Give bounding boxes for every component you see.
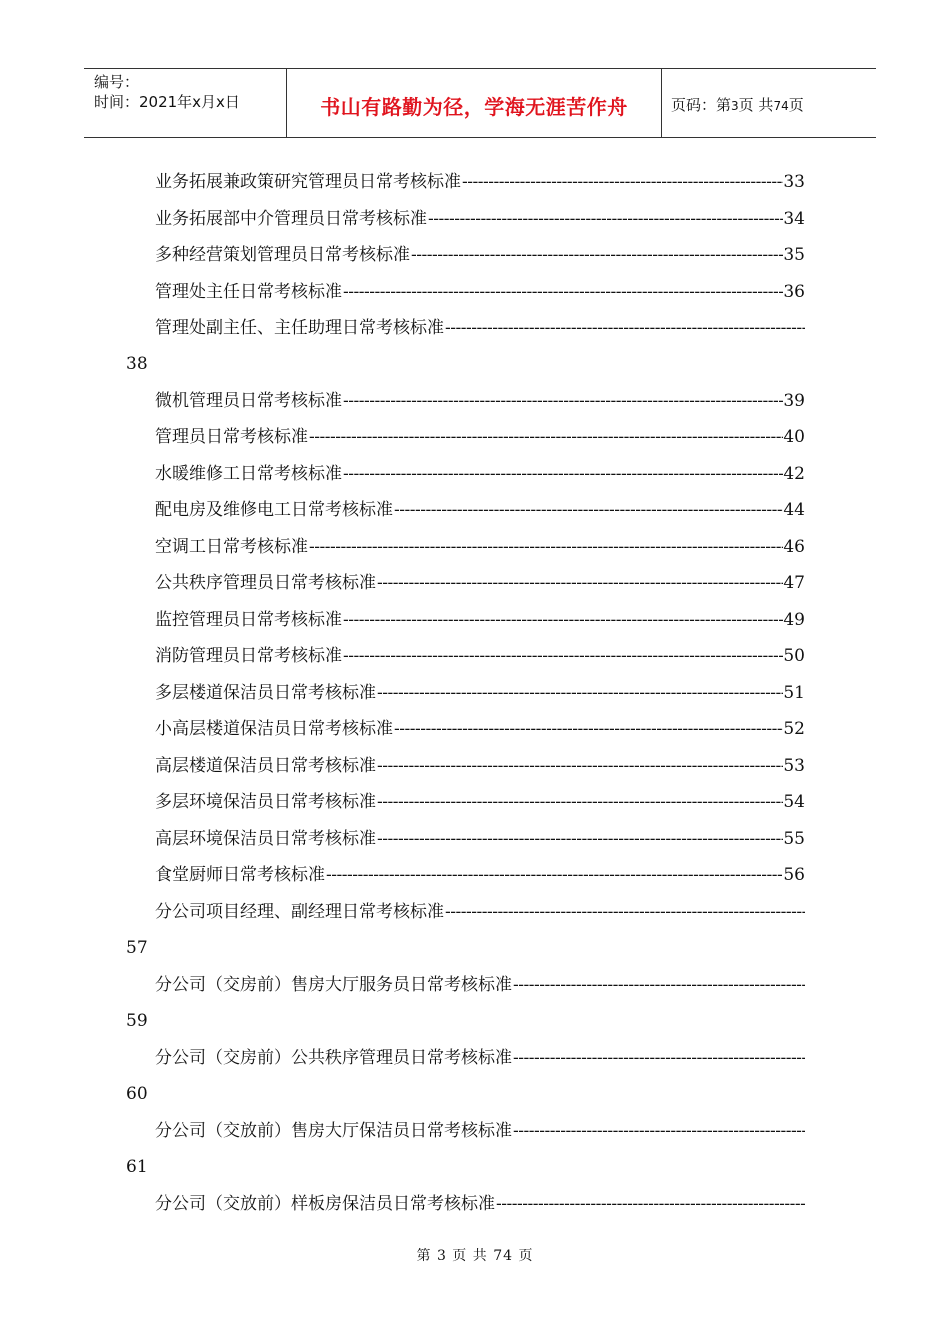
toc-leader-dots — [445, 316, 805, 340]
toc-entry-page: 47 — [783, 573, 805, 593]
toc-entry-page: 60 — [126, 1084, 148, 1104]
toc-entry-page: 51 — [783, 683, 805, 703]
page-total: 74 — [773, 99, 789, 113]
toc-entry-title: 配电房及维修电工日常考核标准 — [155, 500, 393, 520]
toc-entry[interactable] — [155, 462, 805, 486]
toc-entry-page: 44 — [783, 500, 805, 520]
toc-entry-page: 36 — [783, 282, 805, 302]
page-prefix: 页码：第 — [671, 96, 732, 114]
toc-entry-page: 38 — [126, 354, 148, 374]
toc-entry[interactable] — [155, 754, 805, 778]
toc-entry-page: 56 — [783, 865, 805, 885]
toc-leader-dots — [343, 389, 783, 413]
toc-leader-dots — [513, 1046, 805, 1070]
toc-entry[interactable] — [155, 717, 805, 741]
toc-leader-dots — [343, 608, 783, 632]
toc-entry-title: 食堂厨师日常考核标准 — [155, 865, 325, 885]
toc-entry-title: 监控管理员日常考核标准 — [155, 610, 342, 630]
toc-leader-dots — [343, 280, 783, 304]
toc-entry-title: 多种经营策划管理员日常考核标准 — [155, 245, 410, 265]
toc-leader-dots — [377, 681, 783, 705]
toc-leader-dots — [411, 243, 783, 267]
toc-entry-page: 40 — [783, 427, 805, 447]
toc-entry-page: 59 — [126, 1011, 148, 1031]
toc-entry-title: 业务拓展部中介管理员日常考核标准 — [155, 209, 427, 229]
toc-entry-title: 管理处副主任、主任助理日常考核标准 — [155, 318, 444, 338]
toc-leader-dots — [377, 571, 783, 595]
toc-entry-page: 33 — [783, 172, 805, 192]
toc-leader-dots — [343, 462, 783, 486]
toc-entry-title: 分公司（交放前）售房大厅保洁员日常考核标准 — [155, 1121, 512, 1141]
toc-leader-dots — [377, 827, 783, 851]
toc-entry-title: 微机管理员日常考核标准 — [155, 391, 342, 411]
page-suffix: 页 — [788, 96, 804, 114]
toc-entry-title: 分公司（交放前）样板房保洁员日常考核标准 — [155, 1194, 495, 1214]
toc-leader-dots — [428, 207, 783, 231]
toc-entry[interactable] — [155, 827, 805, 851]
time-label: 时间：2021年x月x日 — [94, 93, 240, 111]
toc-leader-dots — [445, 900, 805, 924]
toc-entry[interactable] — [155, 316, 805, 340]
toc-leader-dots — [377, 754, 783, 778]
toc-entry-title: 管理员日常考核标准 — [155, 427, 308, 447]
toc-entry[interactable] — [155, 1046, 805, 1070]
toc-entry[interactable] — [155, 571, 805, 595]
number-label: 编号： — [94, 73, 140, 91]
toc-leader-dots — [343, 644, 783, 668]
toc-leader-dots — [309, 425, 783, 449]
toc-entry-title: 多层环境保洁员日常考核标准 — [155, 792, 376, 812]
toc-entry[interactable] — [155, 498, 805, 522]
toc-entry-title: 业务拓展兼政策研究管理员日常考核标准 — [155, 172, 461, 192]
toc-entry[interactable] — [155, 425, 805, 449]
toc-entry-title: 公共秩序管理员日常考核标准 — [155, 573, 376, 593]
page-mid: 页 共 — [738, 96, 774, 114]
header-motto-cell — [286, 69, 662, 137]
toc-entry-title: 消防管理员日常考核标准 — [155, 646, 342, 666]
toc-entry[interactable] — [155, 644, 805, 668]
toc-entry-title: 分公司（交房前）售房大厅服务员日常考核标准 — [155, 975, 512, 995]
toc-entry[interactable] — [155, 535, 805, 559]
page-current: 3 — [731, 99, 739, 113]
toc-entry-page: 54 — [783, 792, 805, 812]
toc-entry-page: 57 — [126, 938, 148, 958]
toc-entry-page: 49 — [783, 610, 805, 630]
toc-entry[interactable] — [155, 681, 805, 705]
toc-entry[interactable] — [155, 243, 805, 267]
toc-leader-dots — [394, 717, 783, 741]
toc-entry[interactable] — [155, 207, 805, 231]
toc-entry[interactable] — [155, 900, 805, 924]
motto: 书山有路勤为径，学海无涯苦作舟 — [320, 95, 628, 119]
page-footer: 第 3 页 共 74 页 — [416, 1248, 534, 1264]
toc-entry-page: 46 — [783, 537, 805, 557]
header-page-cell — [661, 69, 876, 137]
toc-entry-page: 34 — [783, 209, 805, 229]
toc-entry-page: 50 — [783, 646, 805, 666]
toc-entry-page: 35 — [783, 245, 805, 265]
toc-leader-dots — [326, 863, 783, 887]
toc-entry-title: 小高层楼道保洁员日常考核标准 — [155, 719, 393, 739]
toc-leader-dots — [513, 1119, 805, 1143]
header-page-number — [671, 94, 804, 115]
toc-entry[interactable] — [155, 280, 805, 304]
toc-entry-title: 高层环境保洁员日常考核标准 — [155, 829, 376, 849]
toc-leader-dots — [394, 498, 783, 522]
toc-leader-dots — [309, 535, 783, 559]
toc-entry[interactable] — [155, 389, 805, 413]
toc-entry-title: 水暖维修工日常考核标准 — [155, 464, 342, 484]
toc-entry-title: 高层楼道保洁员日常考核标准 — [155, 756, 376, 776]
toc-entry-page: 55 — [783, 829, 805, 849]
toc-leader-dots — [496, 1192, 805, 1216]
toc-entry-page: 42 — [783, 464, 805, 484]
toc-entry[interactable] — [155, 608, 805, 632]
header-info-cell — [84, 69, 286, 137]
toc-leader-dots — [377, 790, 783, 814]
toc-entry-page: 52 — [783, 719, 805, 739]
toc-leader-dots — [513, 973, 805, 997]
toc-entry-page: 53 — [783, 756, 805, 776]
page-header — [84, 68, 876, 138]
toc-entry-page: 61 — [126, 1157, 148, 1177]
toc-entry-title: 空调工日常考核标准 — [155, 537, 308, 557]
toc-entry-title: 管理处主任日常考核标准 — [155, 282, 342, 302]
toc-entry-page: 39 — [783, 391, 805, 411]
toc-entry[interactable] — [155, 863, 805, 887]
toc-entry[interactable] — [155, 973, 805, 997]
toc-leader-dots — [462, 170, 783, 194]
toc-entry[interactable] — [155, 170, 805, 194]
toc-entry-title: 分公司项目经理、副经理日常考核标准 — [155, 902, 444, 922]
toc-entry[interactable] — [155, 790, 805, 814]
toc-entry-title: 多层楼道保洁员日常考核标准 — [155, 683, 376, 703]
toc-entry[interactable] — [155, 1119, 805, 1143]
toc-entry-title: 分公司（交房前）公共秩序管理员日常考核标准 — [155, 1048, 512, 1068]
toc-entry[interactable] — [155, 1192, 805, 1216]
